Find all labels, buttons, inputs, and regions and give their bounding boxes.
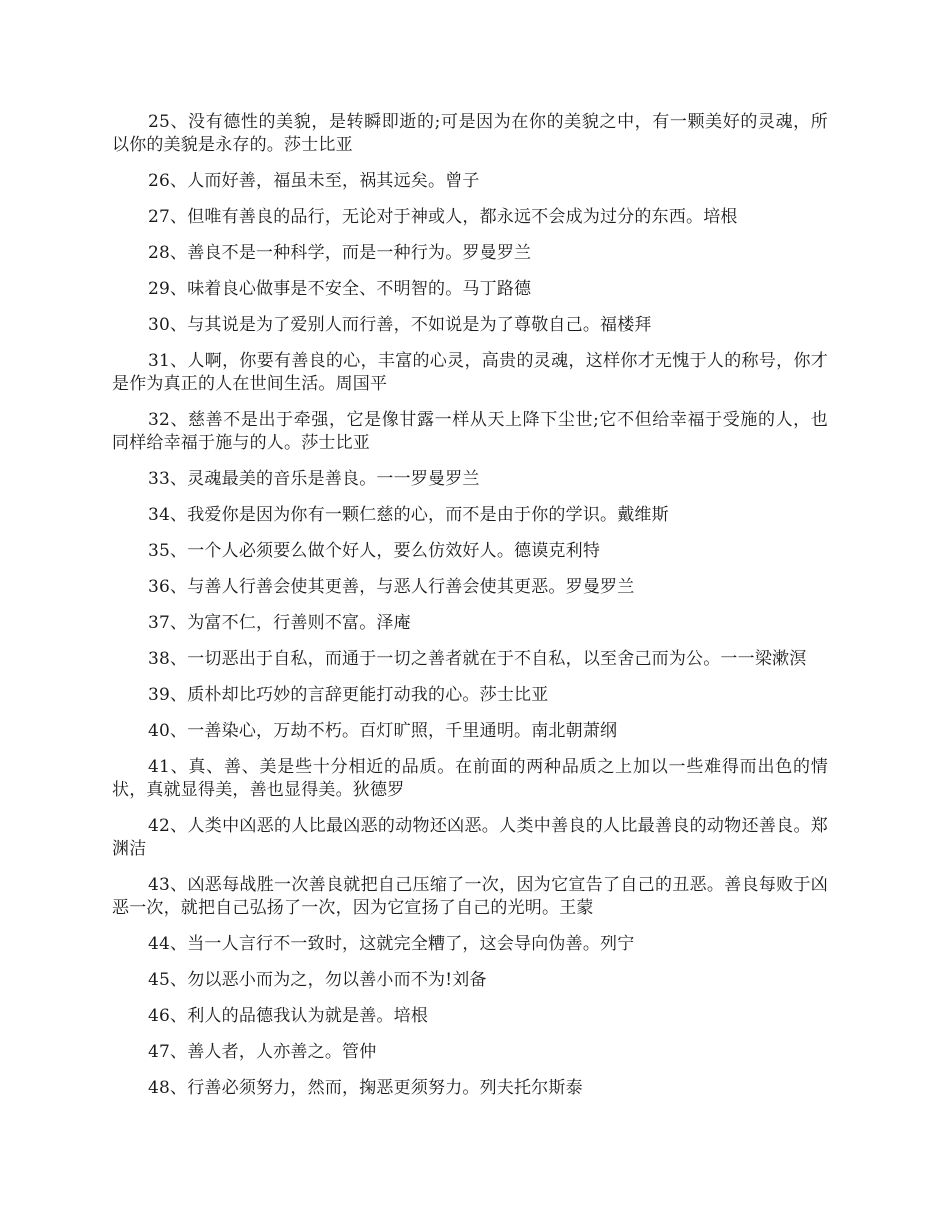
quote-paragraph-46: 46、利人的品德我认为就是善。培根 bbox=[148, 1006, 429, 1026]
quote-paragraph-44: 44、当一人言行不一致时，这就完全糟了，这会导向伪善。列宁 bbox=[148, 934, 635, 954]
quote-paragraph-47: 47、善人者，人亦善之。管仲 bbox=[148, 1042, 377, 1062]
quote-paragraph-48: 48、行善必须努力，然而，掬恶更须努力。列夫托尔斯泰 bbox=[148, 1078, 583, 1098]
quote-paragraph-26: 26、人而好善，福虽未至，祸其远矣。曾子 bbox=[148, 171, 480, 191]
quote-paragraph-25: 25、没有德性的美貌，是转瞬即逝的;可是因为在你的美貌之中，有一颗美好的灵魂，所以你的美貌是永存的。莎士比亚 bbox=[112, 112, 828, 155]
quote-paragraph-43: 43、凶恶每战胜一次善良就把自己压缩了一次，因为它宣告了自己的丑恶。善良每败于凶恶一次，就把自己弘扬了一次，因为它宣扬了自己的光明。王蒙 bbox=[112, 875, 828, 918]
quote-paragraph-28: 28、善良不是一种科学，而是一种行为。罗曼罗兰 bbox=[148, 243, 532, 263]
quote-paragraph-31: 31、人啊，你要有善良的心，丰富的心灵，高贵的灵魂，这样你才无愧于人的称号，你才是作为真正的人在世间生活。周国平 bbox=[112, 351, 828, 394]
quote-paragraph-32: 32、慈善不是出于牵强，它是像甘露一样从天上降下尘世;它不但给幸福于受施的人，也同样给幸福于施与的人。莎士比亚 bbox=[112, 410, 828, 453]
quote-paragraph-36: 36、与善人行善会使其更善，与恶人行善会使其更恶。罗曼罗兰 bbox=[148, 577, 635, 597]
quote-paragraph-33: 33、灵魂最美的音乐是善良。一一罗曼罗兰 bbox=[148, 469, 480, 489]
quote-paragraph-38: 38、一切恶出于自私，而通于一切之善者就在于不自私，以至舍己而为公。一一梁漱溟 bbox=[148, 649, 807, 669]
quote-paragraph-40: 40、一善染心，万劫不朽。百灯旷照，千里通明。南北朝萧纲 bbox=[148, 721, 618, 741]
quote-paragraph-34: 34、我爱你是因为你有一颗仁慈的心，而不是由于你的学识。戴维斯 bbox=[148, 505, 669, 525]
document-body bbox=[112, 111, 828, 1113]
quote-paragraph-27: 27、但唯有善良的品行，无论对于神或人，都永远不会成为过分的东西。培根 bbox=[148, 207, 738, 227]
quote-paragraph-29: 29、味着良心做事是不安全、不明智的。马丁路德 bbox=[148, 279, 532, 299]
quote-paragraph-45: 45、勿以恶小而为之，勿以善小而不为!刘备 bbox=[148, 970, 487, 990]
quote-paragraph-41: 41、真、善、美是些十分相近的品质。在前面的两种品质之上加以一些难得而出色的情状，真就显得美，善也显得美。狄德罗 bbox=[112, 757, 828, 800]
quote-paragraph-37: 37、为富不仁，行善则不富。泽庵 bbox=[148, 613, 411, 633]
quote-paragraph-39: 39、质朴却比巧妙的言辞更能打动我的心。莎士比亚 bbox=[148, 685, 549, 705]
quote-paragraph-35: 35、一个人必须要么做个好人，要么仿效好人。德谟克利特 bbox=[148, 541, 601, 561]
quote-paragraph-30: 30、与其说是为了爱别人而行善，不如说是为了尊敬自己。福楼拜 bbox=[148, 315, 652, 335]
quote-paragraph-42: 42、人类中凶恶的人比最凶恶的动物还凶恶。人类中善良的人比最善良的动物还善良。郑渊洁 bbox=[112, 816, 828, 859]
